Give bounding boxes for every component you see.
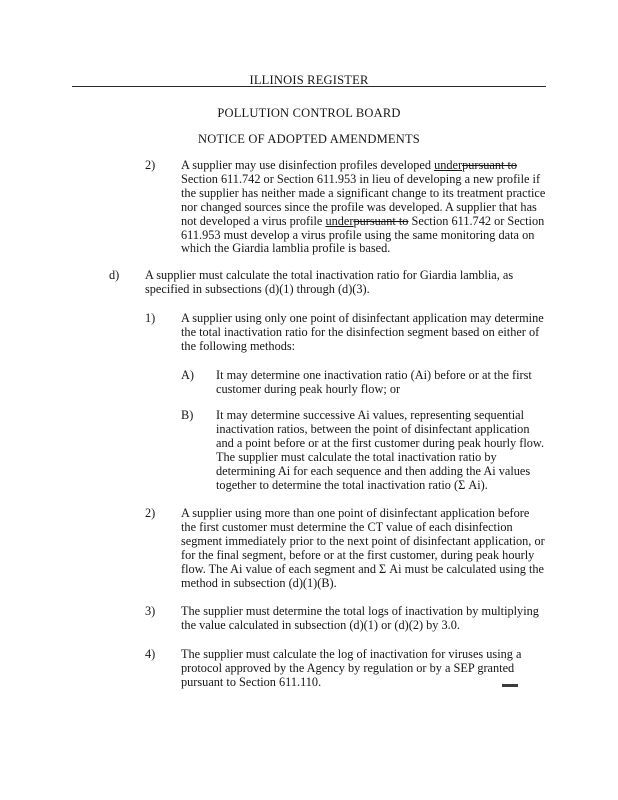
subsection-d-label: d)	[109, 268, 120, 282]
item-2-top-paragraph	[181, 159, 546, 256]
item-d1a-paragraph: It may determine one inactivation ratio (Ai) before or at the first customer during peak hourly flow; or	[216, 368, 532, 396]
item-d4-label: 4)	[145, 647, 156, 661]
inserted-text: under	[434, 158, 463, 172]
notice-title: NOTICE OF ADOPTED AMENDMENTS	[198, 132, 420, 146]
text-run: Section 611.742 or Section 611.953 must develop a virus profile using the same monitoring data on which the Giardia lamblia profile is based.	[181, 213, 545, 256]
item-d1b-paragraph: It may determine successive Ai values, representing sequential inactivation ratios, between the point of disinfectant application and a point before or at the first customer during peak hourly flow. The supplier must calculate the total inactivation ratio by determining Ai for each sequence and then adding the Ai values together to determine the total inactivation ratio (Σ Ai).	[216, 408, 545, 492]
header-rule	[72, 86, 546, 87]
item-d4-paragraph: The supplier must calculate the log of inactivation for viruses using a protocol approved by the Agency by regulation or by a SEP granted pursuant to Section 611.110.	[181, 647, 522, 689]
item-d1b-label: B)	[181, 408, 194, 422]
subsection-d-paragraph: A supplier must calculate the total inactivation ratio for Giardia lamblia, as specified in subsections (d)(1) through (d)(3).	[145, 268, 514, 296]
item-d2-label: 2)	[145, 506, 156, 520]
deleted-text: pursuant to	[353, 213, 409, 228]
item-d3-paragraph: The supplier must determine the total logs of inactivation by multiplying the value calculated in subsection (d)(1) or (d)(2) by 3.0.	[181, 604, 539, 632]
scan-artifact-mark	[502, 684, 518, 687]
item-d2-paragraph: A supplier using more than one point of disinfectant application before the first customer must determine the CT value of each disinfection segment immediately prior to the next point of disinfectant application, or for the final segment, before or at the first customer, during peak hourly flow. The Ai value of each segment and Σ Ai must be calculated using the method in subsection (d)(1)(B).	[181, 506, 545, 590]
board-title: POLLUTION CONTROL BOARD	[217, 106, 401, 120]
item-d3-label: 3)	[145, 604, 156, 618]
inserted-text: under	[325, 213, 354, 228]
deleted-text: pursuant to	[462, 158, 518, 172]
item-d1a-label: A)	[181, 368, 194, 382]
item-d1-label: 1)	[145, 311, 156, 325]
text-run: A supplier may use disinfection profiles developed	[181, 158, 435, 172]
item-d1-paragraph: A supplier using only one point of disinfectant application may determine the total inactivation ratio for the disinfection segment based on either of the following methods:	[181, 311, 544, 353]
text-run: Section 611.742 or Section 611.953 in lieu of developing a new profile if the supplier has neither made a significant change to its treatment practice nor changed sources since the profile was developed. A supplier that has not developed a virus profile	[181, 171, 546, 228]
item-2-top-label: 2)	[145, 158, 156, 172]
register-header: ILLINOIS REGISTER	[249, 73, 369, 87]
